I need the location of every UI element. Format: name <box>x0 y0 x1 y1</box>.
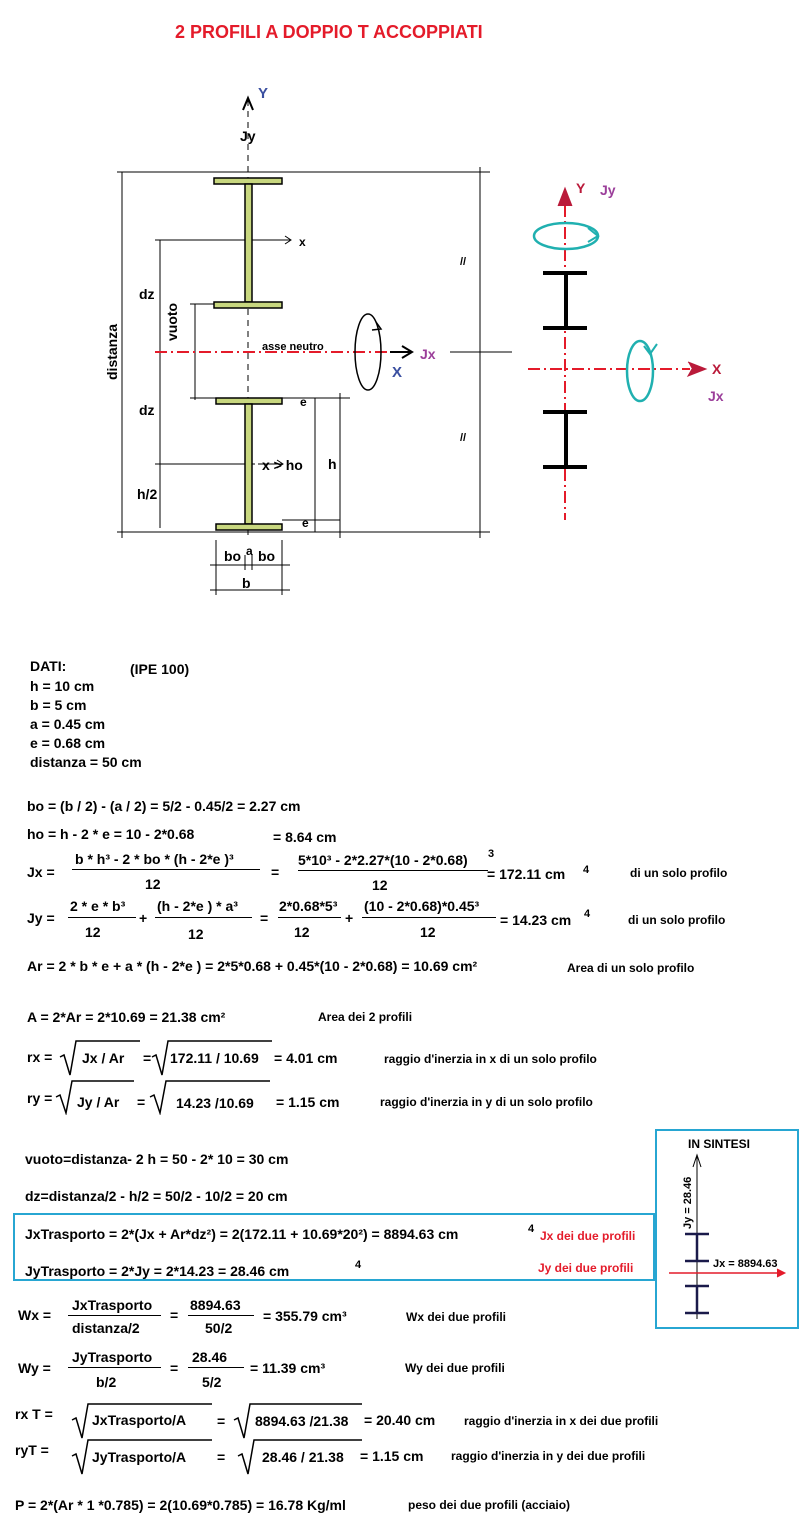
ry-radicand-1: Jy / Ar <box>77 1094 120 1110</box>
vuoto-formula: vuoto=distanza- 2 h = 50 - 2* 10 = 30 cm <box>25 1151 289 1167</box>
rxt-result: = 20.40 cm <box>364 1412 436 1428</box>
ar-formula: Ar = 2 * b * e + a * (h - 2*e ) = 2*5*0.68 + 0.45*(10 - 2*0.68) = 10.69 cm² <box>27 958 478 974</box>
wy-fraction-bar-1 <box>68 1367 161 1368</box>
ho-result: = 8.64 cm <box>273 829 337 845</box>
wx-note: Wx dei due profili <box>406 1310 507 1324</box>
dati-label: DATI: <box>30 658 67 674</box>
e-top-label: e <box>300 395 307 409</box>
p-note: peso dei due profili (acciaio) <box>408 1498 571 1512</box>
dz-formula: dz=distanza/2 - h/2 = 50/2 - 10/2 = 20 cm <box>25 1188 288 1204</box>
ry-equals: = <box>137 1094 146 1110</box>
x-gt-ho-label: x > ho <box>262 457 303 473</box>
dz-bottom-label: dz <box>139 402 155 418</box>
jy-fraction-bar-2 <box>155 917 252 918</box>
jy-numerator-4: (10 - 2*0.68)*0.45³ <box>364 898 480 914</box>
parallel-top-mark: // <box>460 256 467 268</box>
rxt-note: raggio d'inerzia in x dei due profili <box>464 1414 659 1428</box>
jy-fraction-bar-3 <box>278 917 341 918</box>
wy-denominator-2: 5/2 <box>202 1374 222 1390</box>
bo-left-label: bo <box>224 548 242 564</box>
jy-denominator-1: 12 <box>85 924 101 940</box>
top-i-beam <box>214 178 282 308</box>
x-local-label: x <box>299 235 306 249</box>
ry-result: = 1.15 cm <box>276 1094 340 1110</box>
e-bottom-label: e <box>302 516 309 530</box>
rxt-equals: = <box>217 1413 226 1429</box>
jx-fraction-bar <box>72 869 260 870</box>
wy-numerator-1: JyTrasporto <box>72 1349 153 1365</box>
jx-lhs: Jx = <box>27 864 55 880</box>
a-label: a <box>246 544 253 558</box>
jx-equals: = <box>271 864 280 880</box>
jy-denominator-4: 12 <box>420 924 436 940</box>
dati-h: h = 10 cm <box>30 678 95 694</box>
rxt-lhs: rx T = <box>15 1406 53 1422</box>
wy-numerator-2: 28.46 <box>192 1349 228 1365</box>
wx-denominator-2: 50/2 <box>205 1320 233 1336</box>
ho-formula: ho = h - 2 * e = 10 - 2*0.68 <box>27 826 195 842</box>
jy-trasporto-note: Jy dei due profili <box>538 1261 634 1275</box>
wy-denominator-1: b/2 <box>96 1374 117 1390</box>
jy-trasporto-exponent: 4 <box>355 1259 362 1271</box>
sintesi-title: IN SINTESI <box>688 1137 751 1151</box>
jx-values-denominator: 12 <box>372 877 388 893</box>
rx-note: raggio d'inerzia in x di un solo profilo <box>384 1052 597 1066</box>
jx-result: = 172.11 cm <box>487 866 566 882</box>
page-title: 2 PROFILI A DOPPIO T ACCOPPIATI <box>175 22 483 42</box>
a-total-formula: A = 2*Ar = 2*10.69 = 21.38 cm² <box>27 1009 226 1025</box>
wx-fraction-bar-1 <box>68 1315 161 1316</box>
distanza-label: distanza <box>104 323 120 380</box>
sintesi-jx: Jx = 8894.63 <box>713 1258 778 1270</box>
jx-note: di un solo profilo <box>630 866 728 880</box>
jx-values-fraction-bar <box>298 870 488 871</box>
jy-label: Jy <box>240 128 256 144</box>
a-total-note: Area dei 2 profili <box>318 1010 413 1024</box>
p-formula: P = 2*(Ar * 1 *0.785) = 2(10.69*0.785) = 16.78 Kg/ml <box>15 1497 346 1513</box>
side-jy-label: Jy <box>600 182 616 198</box>
jx-result-exponent: 4 <box>583 864 590 876</box>
section-diagram <box>0 0 806 620</box>
ryt-radicand-2: 28.46 / 21.38 <box>262 1449 344 1465</box>
rx-radicand-2: 172.11 / 10.69 <box>170 1050 259 1066</box>
side-y-label: Y <box>576 180 586 196</box>
ryt-result: = 1.15 cm <box>360 1448 424 1464</box>
side-diagram <box>528 188 706 520</box>
dati-e: e = 0.68 cm <box>30 735 106 751</box>
ryt-radicand-1: JyTrasporto/A <box>92 1449 187 1465</box>
jy-note: di un solo profilo <box>628 913 726 927</box>
dati-a: a = 0.45 cm <box>30 716 106 732</box>
wx-fraction-bar-2 <box>188 1315 254 1316</box>
jy-plus-2: + <box>345 910 354 926</box>
b-label: b <box>242 575 251 591</box>
ryt-lhs: ryT = <box>15 1442 49 1458</box>
rx-result: = 4.01 cm <box>274 1050 338 1066</box>
jy-denominator-3: 12 <box>294 924 310 940</box>
jx-numerator-values: 5*10³ - 2*2.27*(10 - 2*0.68) <box>298 852 468 868</box>
jy-numerator-1: 2 * e * b³ <box>70 898 126 914</box>
bo-right-label: bo <box>258 548 276 564</box>
wy-lhs: Wy = <box>18 1360 51 1376</box>
side-x-label: X <box>712 361 722 377</box>
y-axis-label: Y <box>258 85 269 102</box>
dati-distanza: distanza = 50 cm <box>30 754 142 770</box>
side-x-arrow <box>688 362 706 376</box>
jy-equals: = <box>260 910 269 926</box>
jx-exponent: 3 <box>488 848 495 860</box>
rx-equals: = <box>143 1050 152 1066</box>
dati-b: b = 5 cm <box>30 697 87 713</box>
ry-lhs: ry = <box>27 1090 53 1106</box>
profile-label: (IPE 100) <box>130 661 190 677</box>
jy-result: = 14.23 cm <box>500 912 572 928</box>
ryt-note: raggio d'inerzia in y dei due profili <box>451 1449 646 1463</box>
wx-numerator-2: 8894.63 <box>190 1297 241 1313</box>
vuoto-label: vuoto <box>164 302 180 341</box>
parallel-bottom-mark: // <box>460 432 467 444</box>
jy-fraction-bar-4 <box>362 917 496 918</box>
ry-radicand-2: 14.23 /10.69 <box>176 1095 254 1111</box>
side-y-arrow <box>558 188 572 206</box>
wy-result: = 11.39 cm³ <box>250 1360 326 1376</box>
rxt-radicand-2: 8894.63 /21.38 <box>255 1413 349 1429</box>
wx-numerator-1: JxTrasporto <box>72 1297 153 1313</box>
jx-trasporto-exponent: 4 <box>528 1223 535 1235</box>
sintesi-diagram <box>655 1129 799 1329</box>
rxt-radicand-1: JxTrasporto/A <box>92 1412 187 1428</box>
neutral-axis-label: asse neutro <box>262 341 324 353</box>
bo-formula: bo = (b / 2) - (a / 2) = 5/2 - 0.45/2 = 2.27 cm <box>27 798 301 814</box>
ry-note: raggio d'inerzia in y di un solo profilo <box>380 1095 593 1109</box>
radical-signs-2 <box>0 1398 806 1478</box>
jy-denominator-2: 12 <box>188 926 204 942</box>
jy-trasporto-formula: JyTrasporto = 2*Jy = 2*14.23 = 28.46 cm <box>25 1263 290 1279</box>
wx-result: = 355.79 cm³ <box>263 1308 347 1324</box>
jy-fraction-bar-1 <box>68 917 136 918</box>
jx-numerator: b * h³ - 2 * bo * (h - 2*e )³ <box>75 851 234 867</box>
wy-fraction-bar-2 <box>188 1367 244 1368</box>
jx-trasporto-note: Jx dei due profili <box>540 1229 636 1243</box>
wx-lhs: Wx = <box>18 1307 52 1323</box>
jy-numerator-3: 2*0.68*5³ <box>279 898 338 914</box>
jx-trasporto-formula: JxTrasporto = 2*(Jx + Ar*dz²) = 2(172.11 + 10.69*20²) = 8894.63 cm <box>25 1226 459 1242</box>
x-axis-label: X <box>392 364 403 381</box>
wx-denominator-1: distanza/2 <box>72 1320 140 1336</box>
jx-side-rotation-icon <box>627 341 653 401</box>
jy-lhs: Jy = <box>27 910 55 926</box>
side-jx-label: Jx <box>708 388 724 404</box>
h-half-label: h/2 <box>137 486 158 502</box>
wx-equals: = <box>170 1307 179 1323</box>
h-label: h <box>328 456 337 472</box>
jx-label: Jx <box>420 346 436 362</box>
sintesi-jy: Jy = 28.46 <box>682 1176 694 1229</box>
rx-radicand-1: Jx / Ar <box>82 1050 125 1066</box>
jy-result-exponent: 4 <box>584 908 591 920</box>
ar-note: Area di un solo profilo <box>567 961 695 975</box>
wy-equals: = <box>170 1360 179 1376</box>
rx-lhs: rx = <box>27 1049 53 1065</box>
ryt-equals: = <box>217 1449 226 1465</box>
jy-plus-1: + <box>139 910 148 926</box>
jx-denominator: 12 <box>145 876 161 892</box>
jy-numerator-2: (h - 2*e ) * a³ <box>157 898 238 914</box>
wy-note: Wy dei due profili <box>405 1361 505 1375</box>
dz-top-label: dz <box>139 286 155 302</box>
